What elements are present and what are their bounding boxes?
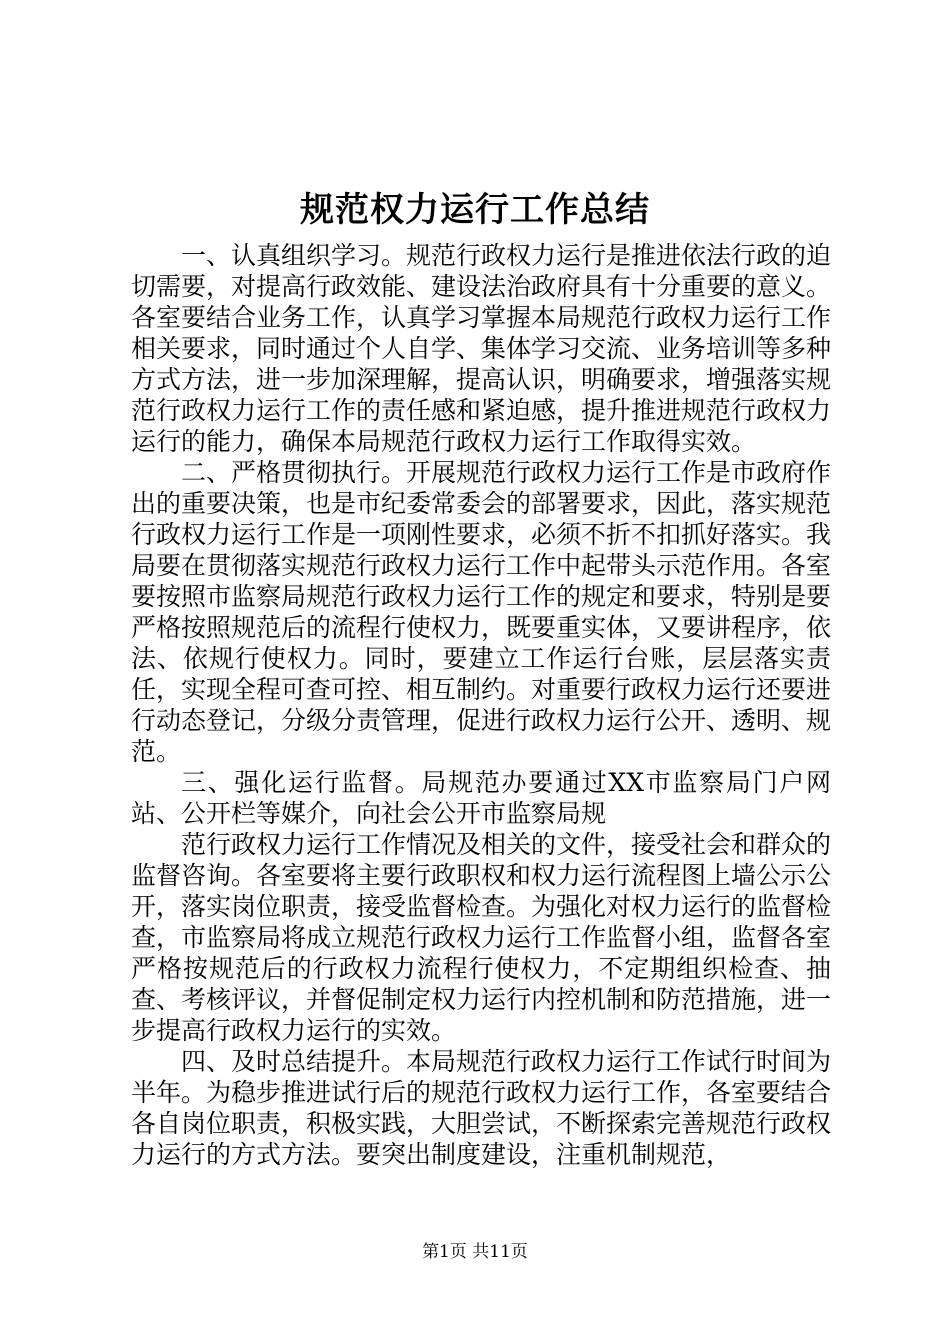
document-body: [131, 240, 831, 1170]
paragraph-5: 四、及时总结提升。本局规范行政权力运行工作试行时间为半年。为稳步推进试行后的规范行政权力运行工作，各室要结合各自岗位职责，积极实践，大胆尝试，不断探索完善规范行政权力运行的方式方法。要突出制度建设，注重机制规范，: [131, 1047, 832, 1169]
document-title: 规范权力运行工作总结: [300, 190, 650, 230]
paragraph-4: 范行政权力运行工作情况及相关的文件，接受社会和群众的监督咨询。各室要将主要行政职权和权力运行流程图上墙公示公开，落实岗位职责，接受监督检查。为强化对权力运行的监督检查，市监察局将成立规范行政权力运行工作监督小组，监督各室严格按规范后的行政权力流程行使权力，不定期组织检查、抽查、考核评议，并督促制定权力运行内控机制和防范措施，进一步提高行政权力运行的实效。: [131, 830, 832, 1045]
page-number: 第1页 共11页: [422, 1242, 528, 1262]
paragraph-1: 一、认真组织学习。规范行政权力运行是推进依法行政的迫切需要，对提高行政效能、建设法治政府具有十分重要的意义。各室要结合业务工作，认真学习掌握本局规范行政权力运行工作相关要求，同时通过个人自学、集体学习交流、业务培训等多种方式方法，进一步加深理解，提高认识，明确要求，增强落实规范行政权力运行工作的责任感和紧迫感，提升推进规范行政权力运行的能力，确保本局规范行政权力运行工作取得实效。: [131, 241, 832, 456]
paragraph-3: 三、强化运行监督。局规范办要通过XX市监察局门户网站、公开栏等媒介，向社会公开市监察局规: [131, 768, 831, 828]
paragraph-2: 二、严格贯彻执行。开展规范行政权力运行工作是市政府作出的重要决策，也是市纪委常委会的部署要求，因此，落实规范行政权力运行工作是一项刚性要求，必须不折不扣抓好落实。我局要在贯彻落实规范行政权力运行工作中起带头示范作用。各室要按照市监察局规范行政权力运行工作的规定和要求，特别是要严格按照规范后的流程行使权力，既要重实体，又要讲程序，依法、依规行使权力。同时，要建立工作运行台账，层层落实责任，实现全程可查可控、相互制约。对重要行政权力运行还要进行动态登记，分级分责管理，促进行政权力运行公开、透明、规范。: [131, 458, 832, 766]
